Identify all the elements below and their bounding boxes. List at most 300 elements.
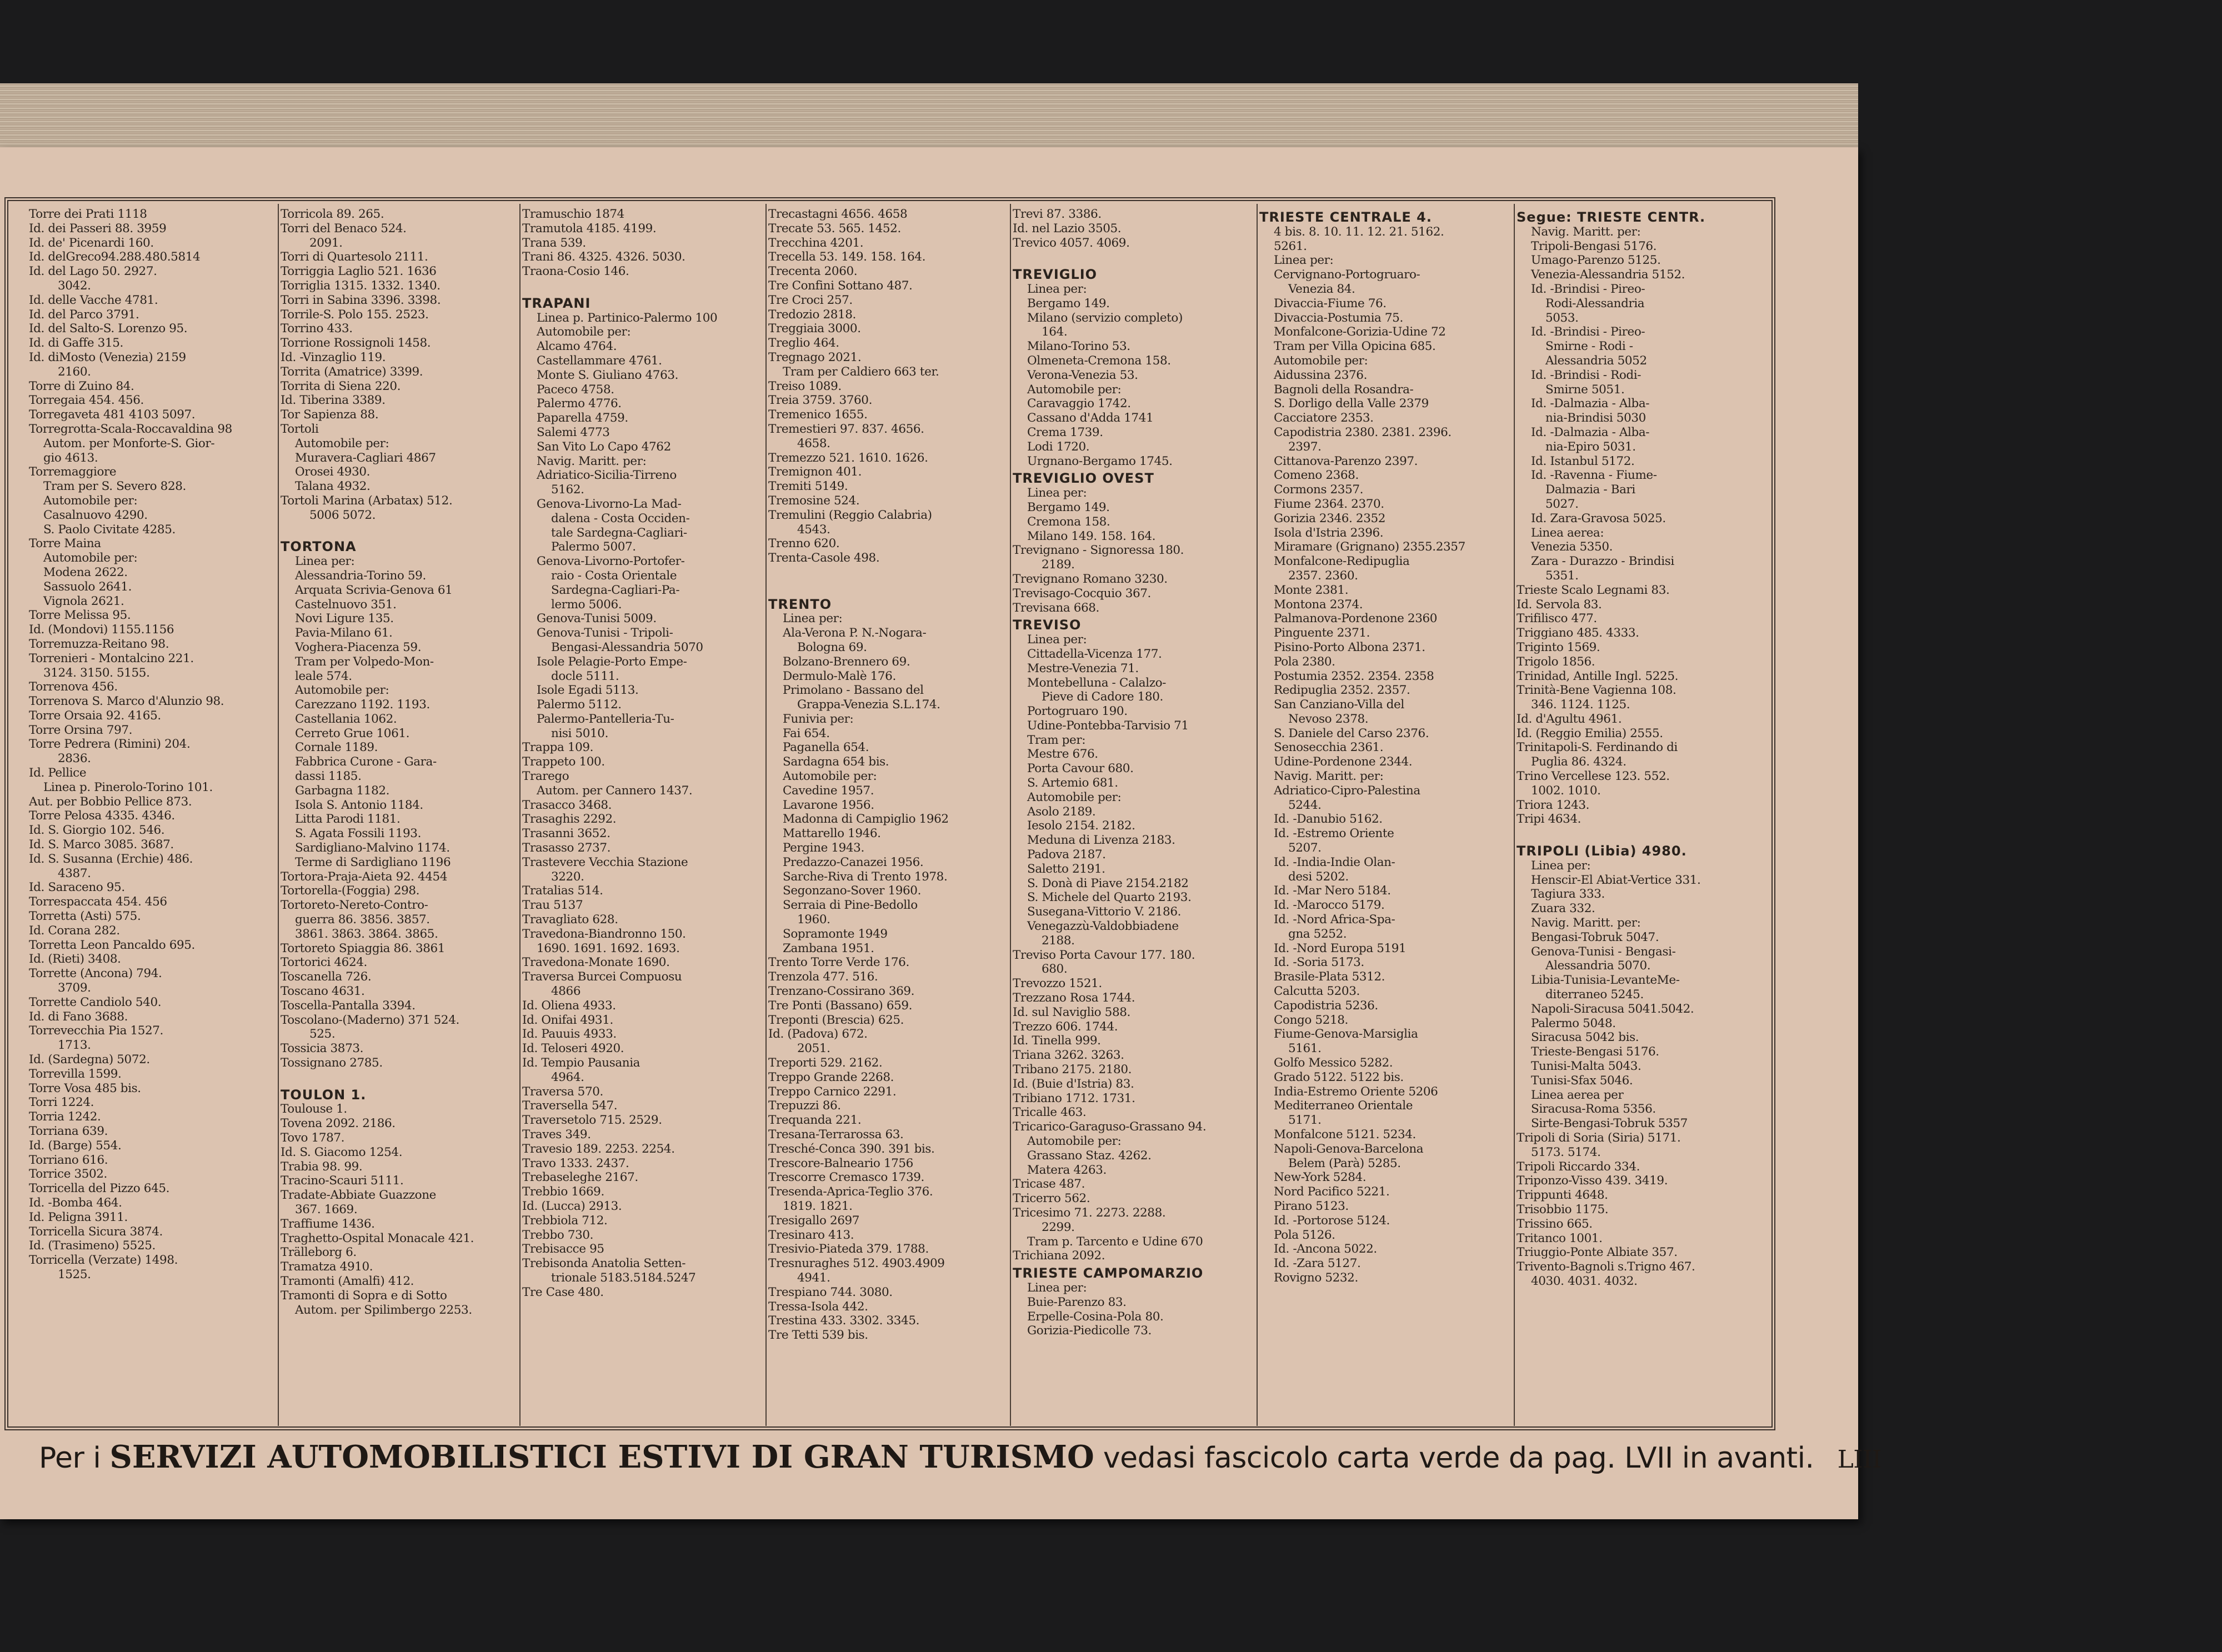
index-entry: Trenta-Casole 498. xyxy=(768,551,880,565)
index-entry: 2357. 2360. xyxy=(1288,568,1358,583)
index-entry: Tramutola 4185. 4199. xyxy=(522,221,657,236)
index-entry: Comeno 2368. xyxy=(1274,468,1359,483)
column-rule xyxy=(1010,204,1011,1426)
index-entry: 5261. xyxy=(1274,239,1307,253)
index-entry: Torretta Leon Pancaldo 695. xyxy=(29,938,195,952)
index-entry: Trieste Scalo Legnami 83. xyxy=(1517,583,1670,597)
index-entry: Torretta (Asti) 575. xyxy=(29,909,141,924)
index-entry: Castellania 1062. xyxy=(295,712,397,726)
index-entry: Isole Egadi 5113. xyxy=(537,683,639,698)
index-entry: Trigolo 1856. xyxy=(1517,654,1595,669)
index-entry: Id. (Barge) 554. xyxy=(29,1138,122,1153)
index-entry: 346. 1124. 1125. xyxy=(1531,698,1630,712)
index-entry: Congo 5218. xyxy=(1274,1013,1348,1027)
index-entry: Treppo Carnico 2291. xyxy=(768,1084,897,1099)
index-entry: Torricella (Verzate) 1498. xyxy=(29,1253,178,1268)
index-entry: Id. Zara-Gravosa 5025. xyxy=(1531,511,1666,525)
index-column-6 xyxy=(1259,207,1503,1424)
index-entry: Tossignano 2785. xyxy=(281,1056,383,1070)
index-entry: Torrette Candiolo 540. xyxy=(29,995,162,1009)
index-entry: 367. 1669. xyxy=(295,1202,358,1217)
index-entry: Linea per: xyxy=(1027,1280,1087,1295)
index-entry: Trippunti 4648. xyxy=(1517,1188,1608,1203)
index-entry: Treppo Grande 2268. xyxy=(768,1070,894,1084)
index-entry: Linea per: xyxy=(1027,486,1087,500)
index-entry: Cremona 158. xyxy=(1027,514,1110,529)
index-entry: Navig. Maritt. per: xyxy=(1531,224,1641,239)
index-entry: New-York 5284. xyxy=(1274,1170,1367,1185)
index-entry: Gorizia 2346. 2352 xyxy=(1274,511,1386,525)
index-entry: Trenzano-Cossirano 369. xyxy=(768,984,915,999)
index-entry: Tremenico 1655. xyxy=(768,408,868,422)
index-entry: Id. Pauuis 4933. xyxy=(522,1027,617,1042)
index-entry: 164. xyxy=(1042,325,1068,339)
index-entry: India-Estremo Oriente 5206 xyxy=(1274,1084,1438,1099)
index-entry: 680. xyxy=(1042,962,1068,977)
index-entry: Voghera-Piacenza 59. xyxy=(295,640,422,654)
index-entry: Automobile per: xyxy=(537,325,631,339)
index-entry: Id. Peligna 3911. xyxy=(29,1210,128,1224)
index-entry: Id. delGreco94.288.480.5814 xyxy=(29,250,201,264)
index-entry: Verona-Venezia 53. xyxy=(1027,368,1138,382)
index-entry: S. Daniele del Carso 2376. xyxy=(1274,726,1429,740)
index-entry: Torre Orsaia 92. 4165. xyxy=(29,708,161,723)
index-entry: Torre di Zuino 84. xyxy=(29,379,134,393)
index-entry: Tradate-Abbiate Guazzone xyxy=(281,1188,436,1203)
index-entry xyxy=(768,580,1012,594)
index-entry: Id. Servola 83. xyxy=(1517,597,1602,612)
index-entry: 1713. xyxy=(58,1038,91,1053)
index-entry: Toscolano-(Maderno) 371 524. xyxy=(281,1013,459,1027)
index-entry: Divaccia-Postumia 75. xyxy=(1274,311,1403,325)
index-entry: Palermo-Pantelleria-Tu- xyxy=(537,712,674,726)
index-entry: Linea per: xyxy=(1531,858,1591,873)
index-entry: Id. -Marocco 5179. xyxy=(1274,898,1385,913)
index-entry: Meduna di Livenza 2183. xyxy=(1027,833,1175,848)
index-entry: Torrita di Siena 220. xyxy=(281,379,401,393)
index-entry xyxy=(1013,250,1256,264)
index-entry: Tricalle 463. xyxy=(1013,1105,1087,1120)
index-entry: Napoli-Genova-Barcelona xyxy=(1274,1142,1424,1156)
index-entry: Id. (Rieti) 3408. xyxy=(29,952,121,967)
index-column-2 xyxy=(281,207,524,1424)
index-entry: Id. Saraceno 95. xyxy=(29,880,125,895)
index-entry: Litta Parodi 1181. xyxy=(295,812,401,827)
index-entry: Venezia-Alessandria 5152. xyxy=(1531,268,1685,282)
index-entry: Erpelle-Cosina-Pola 80. xyxy=(1027,1309,1164,1324)
index-entry: Paganella 654. xyxy=(783,740,869,755)
section-heading: TORTONA xyxy=(281,540,357,555)
index-entry: 2189. xyxy=(1042,558,1075,572)
index-entry: 5207. xyxy=(1288,841,1322,855)
index-entry: Matera 4263. xyxy=(1027,1163,1107,1177)
index-entry: Torrespaccata 454. 456 xyxy=(29,895,167,909)
index-entry: Tunisi-Malta 5043. xyxy=(1531,1059,1642,1074)
index-entry: Trevico 4057. 4069. xyxy=(1013,236,1130,250)
index-entry: Vignola 2621. xyxy=(43,594,124,608)
index-entry: Id. (Padova) 672. xyxy=(768,1027,868,1042)
index-entry: Id. del Lago 50. 2927. xyxy=(29,264,157,279)
index-entry: Sopramonte 1949 xyxy=(783,927,888,941)
index-entry: dassi 1185. xyxy=(295,769,362,784)
index-entry: Linea per: xyxy=(1027,282,1087,296)
index-entry: Venezia 84. xyxy=(1288,282,1355,296)
index-entry: Adriatico-Sicilia-Tirreno xyxy=(537,468,677,483)
index-column-7 xyxy=(1517,207,1761,1424)
section-heading: TRAPANI xyxy=(522,296,591,311)
index-entry: Milano 149. 158. 164. xyxy=(1027,529,1156,543)
index-entry: Treia 3759. 3760. xyxy=(768,393,873,408)
index-entry: Tunisi-Sfax 5046. xyxy=(1531,1073,1633,1088)
index-entry: Torregrotta-Scala-Roccavaldina 98 xyxy=(29,422,232,436)
footer-text-tail: vedasi fascicolo carta verde da pag. LVII in avanti. xyxy=(1103,1441,1814,1475)
index-entry: Senosecchia 2361. xyxy=(1274,740,1384,755)
index-entry: Genova-Tunisi - Bengasi- xyxy=(1531,944,1676,959)
index-entry: Talana 4932. xyxy=(295,479,371,494)
index-entry: Carezzano 1192. 1193. xyxy=(295,698,430,712)
index-entry: Triuggio-Ponte Albiate 357. xyxy=(1517,1245,1678,1260)
index-entry: Mestre-Venezia 71. xyxy=(1027,661,1139,675)
index-entry: Milano-Torino 53. xyxy=(1027,339,1130,354)
index-entry: Nord Pacifico 5221. xyxy=(1274,1185,1390,1199)
index-entry: Trebbo 730. xyxy=(522,1228,594,1242)
index-entry: Olmeneta-Cremona 158. xyxy=(1027,353,1171,368)
index-entry: Id. -Dalmazia - Alba- xyxy=(1531,425,1650,439)
index-entry: Triggiano 485. 4333. xyxy=(1517,626,1639,640)
index-entry: Tovo 1787. xyxy=(281,1131,345,1145)
index-entry xyxy=(1517,827,1761,841)
index-entry: Torre Pelosa 4335. 4346. xyxy=(29,809,175,823)
index-entry: Crema 1739. xyxy=(1027,425,1103,439)
index-entry: Castelnuovo 351. xyxy=(295,597,397,612)
index-entry: Treggiaia 3000. xyxy=(768,322,861,336)
index-entry: Isole Pelagie-Porto Empe- xyxy=(537,654,687,669)
index-entry: Id. -Danubio 5162. xyxy=(1274,812,1383,827)
index-entry: trionale 5183.5184.5247 xyxy=(551,1270,696,1285)
index-entry: S. Paolo Civitate 4285. xyxy=(43,522,176,537)
index-entry: Pisino-Porto Albona 2371. xyxy=(1274,640,1425,654)
index-entry: Pieve di Cadore 180. xyxy=(1042,690,1163,704)
index-entry: Torricella Sicura 3874. xyxy=(29,1224,163,1239)
index-entry: Mattarello 1946. xyxy=(783,827,881,841)
index-entry: Id. -India-Indie Olan- xyxy=(1274,855,1395,869)
index-entry: Tripoli-Bengasi 5176. xyxy=(1531,239,1657,253)
index-entry: Trappa 109. xyxy=(522,740,594,755)
index-entry: Treiso 1089. xyxy=(768,379,842,393)
index-entry: Id. Corana 282. xyxy=(29,923,120,938)
index-entry: 5053. xyxy=(1545,311,1579,325)
index-entry: Tratalias 514. xyxy=(522,884,603,898)
index-entry: Id. del Salto-S. Lorenzo 95. xyxy=(29,322,188,336)
index-entry: Modena 2622. xyxy=(43,565,128,579)
index-entry: Tortoli xyxy=(281,422,319,436)
index-entry: Bagnoli della Rosandra- xyxy=(1274,382,1414,397)
index-entry: Isola d'Istria 2396. xyxy=(1274,525,1384,540)
index-entry: Tagiura 333. xyxy=(1531,887,1605,902)
index-entry: Paparella 4759. xyxy=(537,411,628,425)
index-entry: Tortoreto Spiaggia 86. 3861 xyxy=(281,941,446,955)
index-entry: Linea p. Pinerolo-Torino 101. xyxy=(43,780,213,794)
index-entry: Porta Cavour 680. xyxy=(1027,762,1134,776)
index-entry: 2051. xyxy=(797,1042,830,1056)
index-entry: Portogruaro 190. xyxy=(1027,704,1128,719)
index-entry: Navig. Maritt. per: xyxy=(537,454,647,468)
index-entry: Toscanella 726. xyxy=(281,970,372,984)
index-entry: Autom. per Cannero 1437. xyxy=(537,783,693,798)
index-entry: Monfalcone-Gorizia-Udine 72 xyxy=(1274,325,1446,339)
index-entry: Id. -Zara 5127. xyxy=(1274,1256,1361,1271)
index-entry: Zara - Durazzo - Brindisi xyxy=(1531,554,1674,569)
index-entry: Torri 1224. xyxy=(29,1095,94,1110)
index-entry: Id. nel Lazio 3505. xyxy=(1013,221,1122,236)
index-entry: Fiume-Genova-Marsiglia xyxy=(1274,1027,1418,1042)
index-entry: Id. (Mondovi) 1155.1156 xyxy=(29,623,174,637)
index-entry: Dermulo-Malè 176. xyxy=(783,669,896,683)
index-entry: Tramatza 4910. xyxy=(281,1260,373,1274)
index-entry: Alessandria 5070. xyxy=(1545,959,1651,973)
index-entry: Linea aerea: xyxy=(1531,525,1604,540)
index-entry: Torrice 3502. xyxy=(29,1167,107,1182)
index-entry: Torriano 616. xyxy=(29,1153,108,1167)
index-entry: nia-Epiro 5031. xyxy=(1545,439,1636,454)
index-entry: Caravaggio 1742. xyxy=(1027,397,1131,411)
index-entry: desi 5202. xyxy=(1288,869,1349,884)
index-entry: Id. (Reggio Emilia) 2555. xyxy=(1517,726,1663,740)
index-entry: raio - Costa Orientale xyxy=(551,568,677,583)
index-entry: Milano (servizio completo) xyxy=(1027,311,1183,325)
index-entry: Id. Onifai 4931. xyxy=(522,1013,613,1027)
index-entry: Palermo 5007. xyxy=(551,540,636,554)
index-entry: Capodistria 2380. 2381. 2396. xyxy=(1274,425,1452,439)
index-entry: Trevisana 668. xyxy=(1013,600,1099,615)
index-entry xyxy=(281,1070,524,1085)
index-entry: Torrette (Ancona) 794. xyxy=(29,967,162,981)
index-entry: Trepuzzi 86. xyxy=(768,1099,841,1113)
index-entry: Trento Torre Verde 176. xyxy=(768,955,909,970)
index-entry: Tribano 2175. 2180. xyxy=(1013,1063,1132,1077)
index-entry: Trebbio 1669. xyxy=(522,1185,604,1199)
index-entry: Bergamo 149. xyxy=(1027,296,1110,311)
index-entry: Tricarico-Garaguso-Grassano 94. xyxy=(1013,1120,1207,1134)
index-entry: Travedona-Biandronno 150. xyxy=(522,927,686,941)
index-entry: Torria 1242. xyxy=(29,1110,101,1124)
index-entry: Trebbiola 712. xyxy=(522,1213,608,1228)
index-entry: Grappa-Venezia S.L.174. xyxy=(797,698,940,712)
index-entry: 5162. xyxy=(551,483,584,497)
index-column-5 xyxy=(1013,207,1256,1424)
index-entry: S. Artemio 681. xyxy=(1027,776,1118,790)
index-entry: 3042. xyxy=(58,278,91,293)
index-entry: Adriatico-Cipro-Palestina xyxy=(1274,783,1420,798)
index-entry: Novi Ligure 135. xyxy=(295,612,394,626)
index-entry: Linea aerea per xyxy=(1531,1088,1624,1102)
index-entry: Trevozzo 1521. xyxy=(1013,977,1102,991)
index-entry: 4941. xyxy=(797,1270,830,1285)
index-entry: Id. -Vinzaglio 119. xyxy=(281,350,386,364)
index-entry: Buie-Parenzo 83. xyxy=(1027,1295,1127,1309)
index-entry: Id. d'Agultu 4961. xyxy=(1517,712,1622,726)
index-entry: Smirne - Rodi - xyxy=(1545,339,1633,354)
index-entry: Traffiume 1436. xyxy=(281,1217,375,1231)
index-entry: 5244. xyxy=(1288,798,1322,812)
index-entry: Id. Pellice xyxy=(29,766,87,780)
index-entry: Id. (Sardegna) 5072. xyxy=(29,1053,150,1067)
index-entry: Predazzo-Canazei 1956. xyxy=(783,855,924,869)
index-entry: Trani 86. 4325. 4326. 5030. xyxy=(522,250,685,264)
index-entry: Brasile-Plata 5312. xyxy=(1274,970,1385,984)
index-entry: Trisobbio 1175. xyxy=(1517,1202,1609,1217)
index-entry: Montona 2374. xyxy=(1274,597,1363,612)
index-entry: Trabia 98. 99. xyxy=(281,1159,363,1174)
index-entry: Orosei 4930. xyxy=(295,465,371,479)
index-entry: Genova-Livorno-La Mad- xyxy=(537,497,682,511)
index-entry xyxy=(768,565,1012,580)
index-entry: Tre Case 480. xyxy=(522,1285,604,1299)
section-heading: Segue: TRIESTE CENTR. xyxy=(1517,211,1706,225)
index-entry: Id. delle Vacche 4781. xyxy=(29,293,158,307)
index-entry: Divaccia-Fiume 76. xyxy=(1274,296,1387,311)
index-entry: Asolo 2189. xyxy=(1027,804,1096,819)
index-entry: Tramonti (Amalfi) 412. xyxy=(281,1274,414,1288)
index-entry: Palermo 4776. xyxy=(537,397,622,411)
index-entry: Tortoli Marina (Arbatax) 512. xyxy=(281,493,453,508)
footer-text-highlight: SERVIZI AUTOMOBILISTICI ESTIVI DI GRAN TURISMO xyxy=(109,1439,1094,1475)
index-entry: Torre Melissa 95. xyxy=(29,608,131,623)
index-entry: Cassano d'Adda 1741 xyxy=(1027,411,1154,425)
index-entry: Tremosine 524. xyxy=(768,493,860,508)
index-entry: Id. de' Picenardi 160. xyxy=(29,236,154,250)
index-entry: Trevi 87. 3386. xyxy=(1013,207,1102,221)
index-entry: 3709. xyxy=(58,981,91,995)
index-entry: 4 bis. 8. 10. 11. 12. 21. 5162. xyxy=(1274,224,1444,239)
index-entry: Tram per Caldiero 663 ter. xyxy=(783,364,939,379)
index-entry: Bengasi-Tobruk 5047. xyxy=(1531,930,1659,944)
index-entry: Pola 5126. xyxy=(1274,1228,1335,1242)
index-entry: Palermo 5048. xyxy=(1531,1016,1616,1030)
index-entry: Id. Oliena 4933. xyxy=(522,998,616,1013)
index-entry: Trana 539. xyxy=(522,236,586,250)
index-entry: Mestre 676. xyxy=(1027,747,1098,762)
index-entry: 4030. 4031. 4032. xyxy=(1531,1274,1638,1288)
index-entry: Venezia 5350. xyxy=(1531,540,1613,554)
index-entry: Trescorre Cremasco 1739. xyxy=(768,1170,924,1185)
column-rule xyxy=(278,204,279,1426)
index-entry: Umago-Parenzo 5125. xyxy=(1531,253,1661,268)
index-entry: Susegana-Vittorio V. 2186. xyxy=(1027,905,1182,919)
index-entry: Traversa Burcei Compuosu xyxy=(522,970,682,984)
index-entry: diterraneo 5245. xyxy=(1545,988,1644,1002)
index-entry: Autom. per Monforte-S. Gior- xyxy=(43,436,215,450)
index-entry: 2091. xyxy=(309,236,343,250)
index-entry: Id. -Brindisi - Rodi- xyxy=(1531,368,1642,382)
index-entry: Monfalcone-Redipuglia xyxy=(1274,554,1410,569)
index-entry: Id. -Soria 5173. xyxy=(1274,955,1364,970)
index-entry: S. Michele del Quarto 2193. xyxy=(1027,890,1192,905)
index-entry: 2397. xyxy=(1288,439,1322,454)
index-entry: 4964. xyxy=(551,1070,584,1084)
index-entry: Torrile-S. Polo 155. 2523. xyxy=(281,307,429,322)
index-entry: Trappeto 100. xyxy=(522,755,605,769)
index-entry: Travagliato 628. xyxy=(522,913,618,927)
index-entry: Tricesimo 71. 2273. 2288. xyxy=(1013,1205,1166,1220)
column-rule xyxy=(1257,204,1258,1426)
index-entry: Montebelluna - Calalzo- xyxy=(1027,675,1167,690)
index-entry: Primolano - Bassano del xyxy=(783,683,924,698)
index-entry: Tortora-Praja-Aieta 92. 4454 xyxy=(281,869,448,884)
index-entry: Trasasso 2737. xyxy=(522,841,611,855)
index-entry: Funivia per: xyxy=(783,712,854,726)
index-entry: Belem (Parà) 5285. xyxy=(1288,1156,1401,1170)
index-entry: Segonzano-Sover 1960. xyxy=(783,884,922,898)
index-entry: Dalmazia - Bari xyxy=(1545,483,1635,497)
index-entry: 1525. xyxy=(58,1267,91,1281)
index-entry: Linea per: xyxy=(783,612,843,626)
index-entry: Venegazzù-Valdobbiadene xyxy=(1027,919,1179,934)
index-entry: Torregaveta 481 4103 5097. xyxy=(29,408,196,422)
index-entry: gio 4613. xyxy=(43,450,98,465)
index-entry: Automobile per: xyxy=(783,769,877,784)
index-entry: Torre dei Prati 1118 xyxy=(29,207,147,221)
index-entry: guerra 86. 3856. 3857. xyxy=(295,913,430,927)
index-entry: Cittadella-Vicenza 177. xyxy=(1027,647,1162,661)
index-entry: Trestina 433. 3302. 3345. xyxy=(768,1314,920,1328)
index-entry: Trecchina 4201. xyxy=(768,236,864,250)
index-entry: Cervignano-Portogruaro- xyxy=(1274,268,1420,282)
index-entry: Traona-Cosio 146. xyxy=(522,264,629,279)
index-entry: Torri del Benaco 524. xyxy=(281,221,407,236)
index-entry: Trälleborg 6. xyxy=(281,1245,357,1260)
index-entry: Trescore-Balneario 1756 xyxy=(768,1156,913,1170)
index-entry: Rovigno 5232. xyxy=(1274,1270,1358,1285)
index-entry: Genova-Livorno-Portofer- xyxy=(537,554,685,569)
index-entry: Id. Istanbul 5172. xyxy=(1531,454,1635,468)
index-entry: Isola S. Antonio 1184. xyxy=(295,798,423,812)
index-entry: Traversetolo 715. 2529. xyxy=(522,1113,662,1128)
index-entry: Tortorella-(Foggia) 298. xyxy=(281,884,420,898)
index-entry: Pola 2380. xyxy=(1274,654,1335,669)
index-entry: Torrenieri - Montalcino 221. xyxy=(29,651,194,665)
index-entry: Torriggia Laglio 521. 1636 xyxy=(281,264,437,279)
index-entry: 1819. 1821. xyxy=(783,1199,853,1213)
index-entry: Id. di Fano 3688. xyxy=(29,1009,128,1024)
index-entry: Tresnuraghes 512. 4903.4909 xyxy=(768,1256,945,1271)
index-entry: Tovena 2092. 2186. xyxy=(281,1117,396,1131)
index-entry: Tregnago 2021. xyxy=(768,350,862,364)
index-entry: Cavedine 1957. xyxy=(783,783,874,798)
index-entry: Castellammare 4761. xyxy=(537,353,662,368)
index-entry: Trevignano Romano 3230. xyxy=(1013,572,1168,586)
index-entry: 1960. xyxy=(797,913,830,927)
index-entry: Id. -Estremo Oriente xyxy=(1274,827,1394,841)
index-entry: Tricerro 562. xyxy=(1013,1192,1090,1206)
index-entry: 525. xyxy=(309,1027,336,1042)
index-entry: Triginto 1569. xyxy=(1517,640,1600,654)
index-entry: Tricase 487. xyxy=(1013,1177,1085,1192)
index-entry: Ala-Verona P. N.-Nogara- xyxy=(783,626,927,640)
index-entry: Treporti 529. 2162. xyxy=(768,1056,883,1070)
index-entry: Trinitapoli-S. Ferdinando di xyxy=(1517,740,1678,755)
index-entry: Tresana-Terrarossa 63. xyxy=(768,1128,904,1142)
index-entry: Navig. Maritt. per: xyxy=(1274,769,1384,784)
index-entry: Trevisago-Cocquio 367. xyxy=(1013,586,1151,600)
index-entry: Grado 5122. 5122 bis. xyxy=(1274,1070,1404,1084)
index-entry: Siracusa-Roma 5356. xyxy=(1531,1102,1656,1117)
index-entry: Id. Tiberina 3389. xyxy=(281,393,386,408)
index-entry: Torrione Rossignoli 1458. xyxy=(281,336,431,351)
index-entry: Torregaia 454. 456. xyxy=(29,393,144,408)
index-entry: Golfo Messico 5282. xyxy=(1274,1056,1393,1070)
index-entry: Postumia 2352. 2354. 2358 xyxy=(1274,669,1434,683)
